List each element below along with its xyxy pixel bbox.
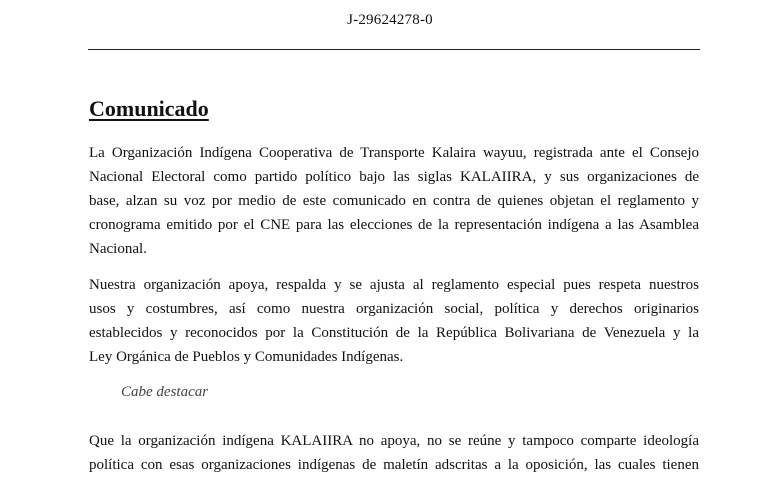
- paragraph-line: cronograma emitido por el CNE para las elecciones de la representación indígena a las Asamblea: [89, 217, 699, 233]
- paragraph-line: Ley Orgánica de Pueblos y Comunidades Indígenas.: [89, 349, 404, 365]
- paragraph-line: Nacional.: [89, 241, 147, 257]
- subheading: Cabe destacar: [121, 384, 209, 400]
- document-id: J-29624278-0: [347, 12, 433, 28]
- page-title: Comunicado: [89, 96, 209, 121]
- paragraph-line: usos y costumbres, así como nuestra organización social, política y derechos originarios: [89, 301, 699, 317]
- paragraph-line: Que la organización indígena KALAIIRA no apoya, no se reúne y tampoco comparte ideología: [89, 433, 699, 449]
- paragraph-line: política con esas organizaciones indígenas de maletín adscritas a la oposición, las cuales tienen: [89, 457, 699, 473]
- paragraph-line: Nuestra organización apoya, respalda y se ajusta al reglamento especial pues respeta nuestros: [89, 277, 699, 293]
- paragraph-line: La Organización Indígena Cooperativa de Transporte Kalaira wayuu, registrada ante el Consejo: [89, 145, 699, 161]
- paragraph-2: [89, 273, 699, 369]
- paragraph-1: [89, 141, 699, 261]
- paragraph-line: establecidos y reconocidos por la Constitución de la República Bolivariana de Venezuela y la: [89, 325, 699, 341]
- paragraph-line: base, alzan su voz por medio de este comunicado en contra de quienes objetan el reglamento y: [89, 193, 699, 209]
- paragraph-line: Nacional Electoral como partido político bajo las siglas KALAIIRA, y sus organizaciones de: [89, 169, 699, 185]
- header-divider: [88, 49, 700, 50]
